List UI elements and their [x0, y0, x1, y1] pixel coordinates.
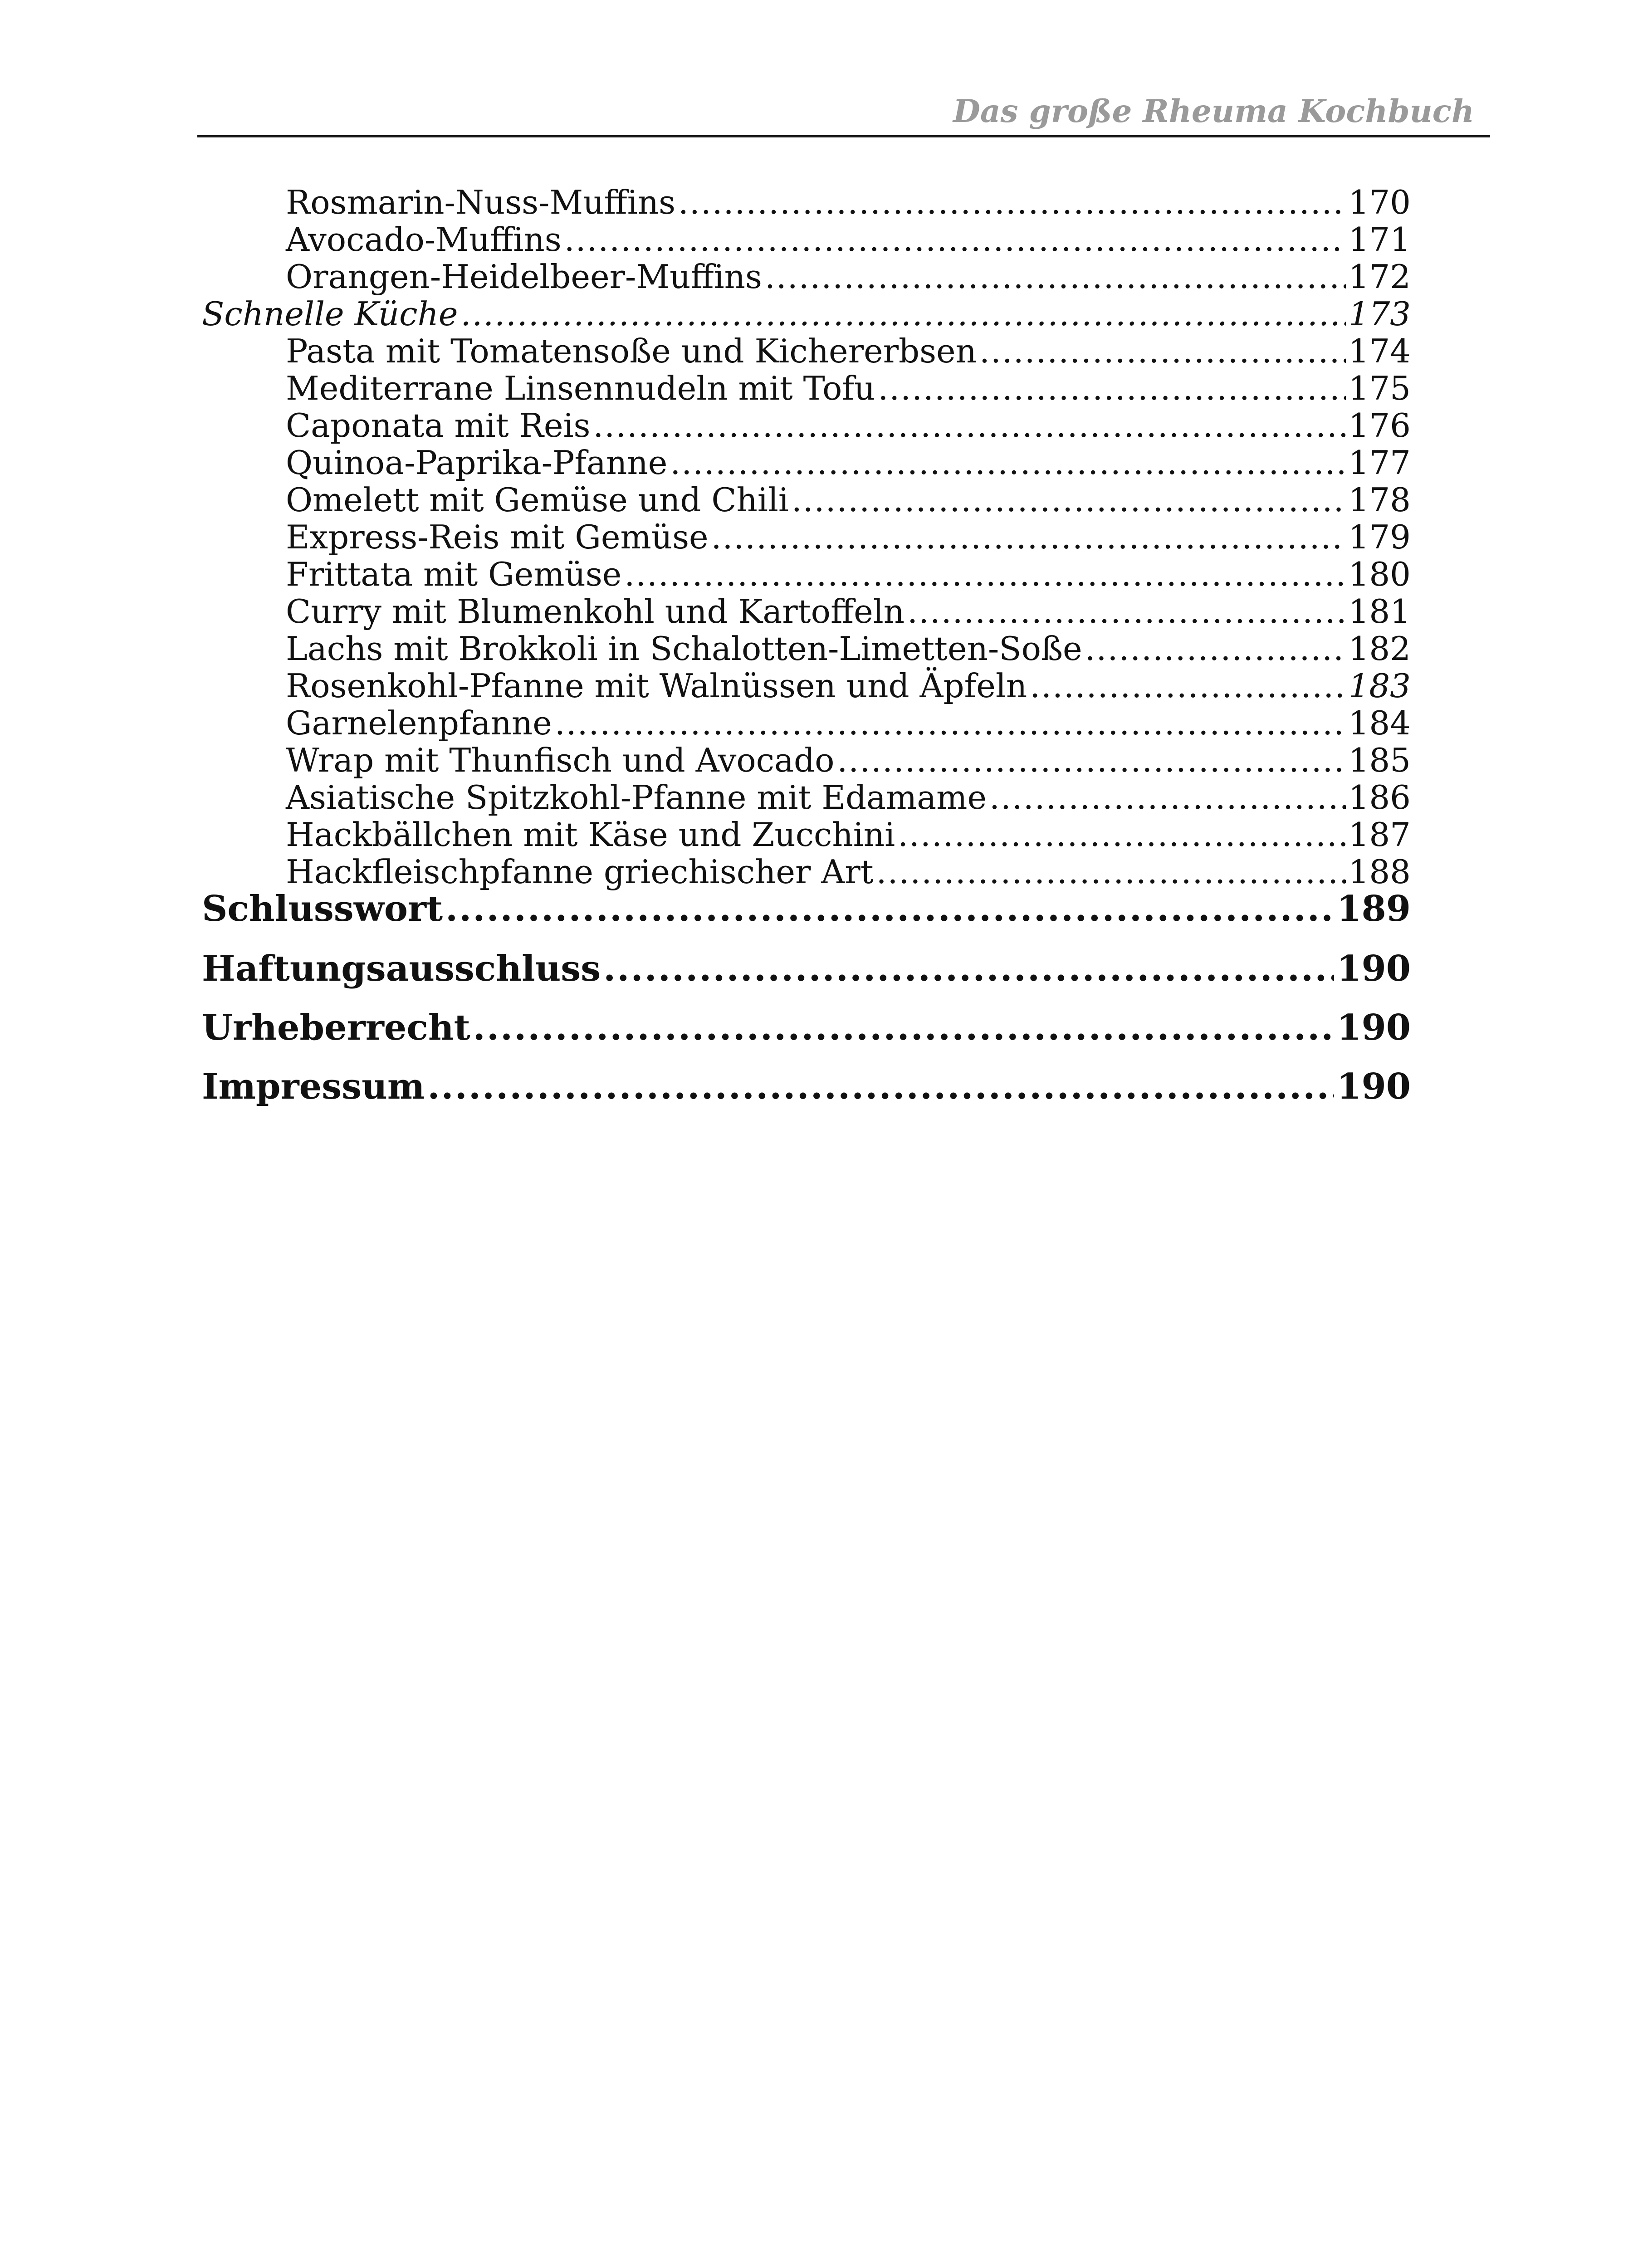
dot-leader	[837, 742, 1345, 779]
toc-entry-lachs[interactable]	[286, 630, 1411, 667]
dot-leader	[670, 444, 1345, 481]
toc-entry-express-reis[interactable]	[286, 518, 1411, 556]
toc-entry-title: Mediterrane Linsennudeln mit Tofu	[286, 369, 875, 407]
toc-chapter-title: Impressum	[202, 1066, 425, 1107]
toc-entry-spitzkohl-pfanne[interactable]	[286, 779, 1411, 816]
dot-leader	[678, 184, 1346, 221]
toc-chapter-page: 190	[1337, 1007, 1411, 1048]
toc-chapter-haftungsausschluss[interactable]	[202, 948, 1411, 990]
toc-entry-page: 170	[1348, 183, 1411, 221]
toc-entry-rosenkohl-pfanne[interactable]	[286, 667, 1411, 704]
dot-leader	[1030, 667, 1345, 704]
toc-entry-title: Curry mit Blumenkohl und Kartoffeln	[286, 592, 905, 631]
dot-leader	[427, 1066, 1334, 1108]
toc-entry-page: 188	[1348, 853, 1411, 891]
toc-entry-title: Hackbällchen mit Käse und Zucchini	[286, 816, 895, 854]
header-rule	[197, 135, 1490, 137]
dot-leader	[907, 593, 1345, 630]
toc-entry-page: 181	[1348, 592, 1411, 631]
toc-entry-title: Quinoa-Paprika-Pfanne	[286, 444, 668, 482]
dot-leader	[593, 407, 1345, 444]
toc-entry-title: Hackfleischpfanne griechischer Art	[286, 853, 874, 891]
dot-leader	[564, 221, 1346, 258]
toc-entry-title: Rosenkohl-Pfanne mit Walnüssen und Äpfeln	[286, 667, 1027, 705]
toc-entry-page: 172	[1348, 258, 1411, 296]
toc-entry-title: Pasta mit Tomatensoße und Kichererbsen	[286, 332, 977, 370]
toc-chapter-schlusswort[interactable]	[202, 888, 1411, 930]
toc-entry-title: Garnelenpfanne	[286, 704, 552, 742]
toc-chapter-page: 190	[1337, 948, 1411, 989]
toc-entry-title: Wrap mit Thunfisch und Avocado	[286, 741, 835, 779]
dot-leader	[711, 518, 1346, 556]
dot-leader	[878, 370, 1345, 407]
dot-leader	[898, 816, 1345, 853]
toc-chapter-title: Schlusswort	[202, 888, 443, 929]
toc-section-page: 173	[1348, 295, 1411, 333]
toc-entry-title: Orangen-Heidelbeer-Muffins	[286, 258, 762, 296]
dot-leader	[792, 481, 1346, 518]
toc-entry-page: 183	[1348, 667, 1411, 705]
dot-leader	[765, 258, 1346, 295]
dot-leader	[624, 556, 1345, 593]
toc-entry-hackfleischpfanne[interactable]	[286, 853, 1411, 890]
toc-chapter-title: Haftungsausschluss	[202, 948, 601, 989]
toc-entry-title: Avocado-Muffins	[286, 220, 562, 259]
dot-leader	[555, 704, 1346, 742]
toc-entry-wrap[interactable]	[286, 742, 1411, 779]
toc-entry-page: 184	[1348, 704, 1411, 742]
running-header-title: Das große Rheuma Kochbuch	[953, 93, 1474, 130]
toc-entry-page: 186	[1348, 778, 1411, 816]
toc-entry-pasta[interactable]	[286, 332, 1411, 370]
toc-entry-caponata[interactable]	[286, 407, 1411, 444]
toc-entry-linsennudeln[interactable]	[286, 370, 1411, 407]
dot-leader	[876, 853, 1346, 890]
toc-entry-page: 179	[1348, 518, 1411, 556]
dot-leader	[989, 779, 1346, 816]
toc-entry-title: Frittata mit Gemüse	[286, 555, 622, 593]
toc-entry-hackbaellchen[interactable]	[286, 816, 1411, 853]
toc-entry-curry[interactable]	[286, 593, 1411, 630]
toc-chapter-page: 189	[1337, 888, 1411, 929]
toc-entry-garnelenpfanne[interactable]	[286, 704, 1411, 742]
toc-chapter-impressum[interactable]	[202, 1066, 1411, 1108]
toc-entry-title: Caponata mit Reis	[286, 406, 591, 445]
toc-entry-title: Asiatische Spitzkohl-Pfanne mit Edamame	[286, 778, 987, 816]
toc-chapter-urheberrecht[interactable]	[202, 1007, 1411, 1049]
dot-leader	[1085, 630, 1346, 667]
toc-entry-title: Express-Reis mit Gemüse	[286, 518, 709, 556]
toc-entry-rosmarin-nuss-muffins[interactable]	[286, 184, 1411, 221]
toc-entry-page: 187	[1348, 816, 1411, 854]
toc-entry-page: 176	[1348, 406, 1411, 445]
toc-entry-omelett[interactable]	[286, 481, 1411, 518]
toc-entry-orangen-heidelbeer-muffins[interactable]	[286, 258, 1411, 295]
toc-chapter-title: Urheberrecht	[202, 1007, 470, 1048]
toc-entry-page: 174	[1348, 332, 1411, 370]
dot-leader	[603, 948, 1334, 990]
toc-section-title: Schnelle Küche	[202, 295, 458, 333]
toc-entry-page: 178	[1348, 481, 1411, 519]
dot-leader	[979, 332, 1346, 370]
toc-entry-page: 171	[1348, 220, 1411, 259]
toc-entry-page: 175	[1348, 369, 1411, 407]
toc-entry-title: Rosmarin-Nuss-Muffins	[286, 183, 676, 221]
toc-entry-page: 180	[1348, 555, 1411, 593]
toc-entry-page: 185	[1348, 741, 1411, 779]
toc-entry-title: Lachs mit Brokkoli in Schalotten-Limetten-Soße	[286, 630, 1082, 668]
dot-leader	[473, 1007, 1335, 1049]
toc-chapter-page: 190	[1337, 1066, 1411, 1107]
toc-entry-quinoa-paprika-pfanne[interactable]	[286, 444, 1411, 481]
toc-entry-title: Omelett mit Gemüse und Chili	[286, 481, 789, 519]
toc-entry-frittata[interactable]	[286, 556, 1411, 593]
toc-section-schnelle-kueche[interactable]	[202, 295, 1411, 332]
dot-leader	[460, 295, 1345, 332]
toc-entry-page: 182	[1348, 630, 1411, 668]
toc-entry-avocado-muffins[interactable]	[286, 221, 1411, 258]
dot-leader	[445, 888, 1334, 930]
toc-entry-page: 177	[1348, 444, 1411, 482]
